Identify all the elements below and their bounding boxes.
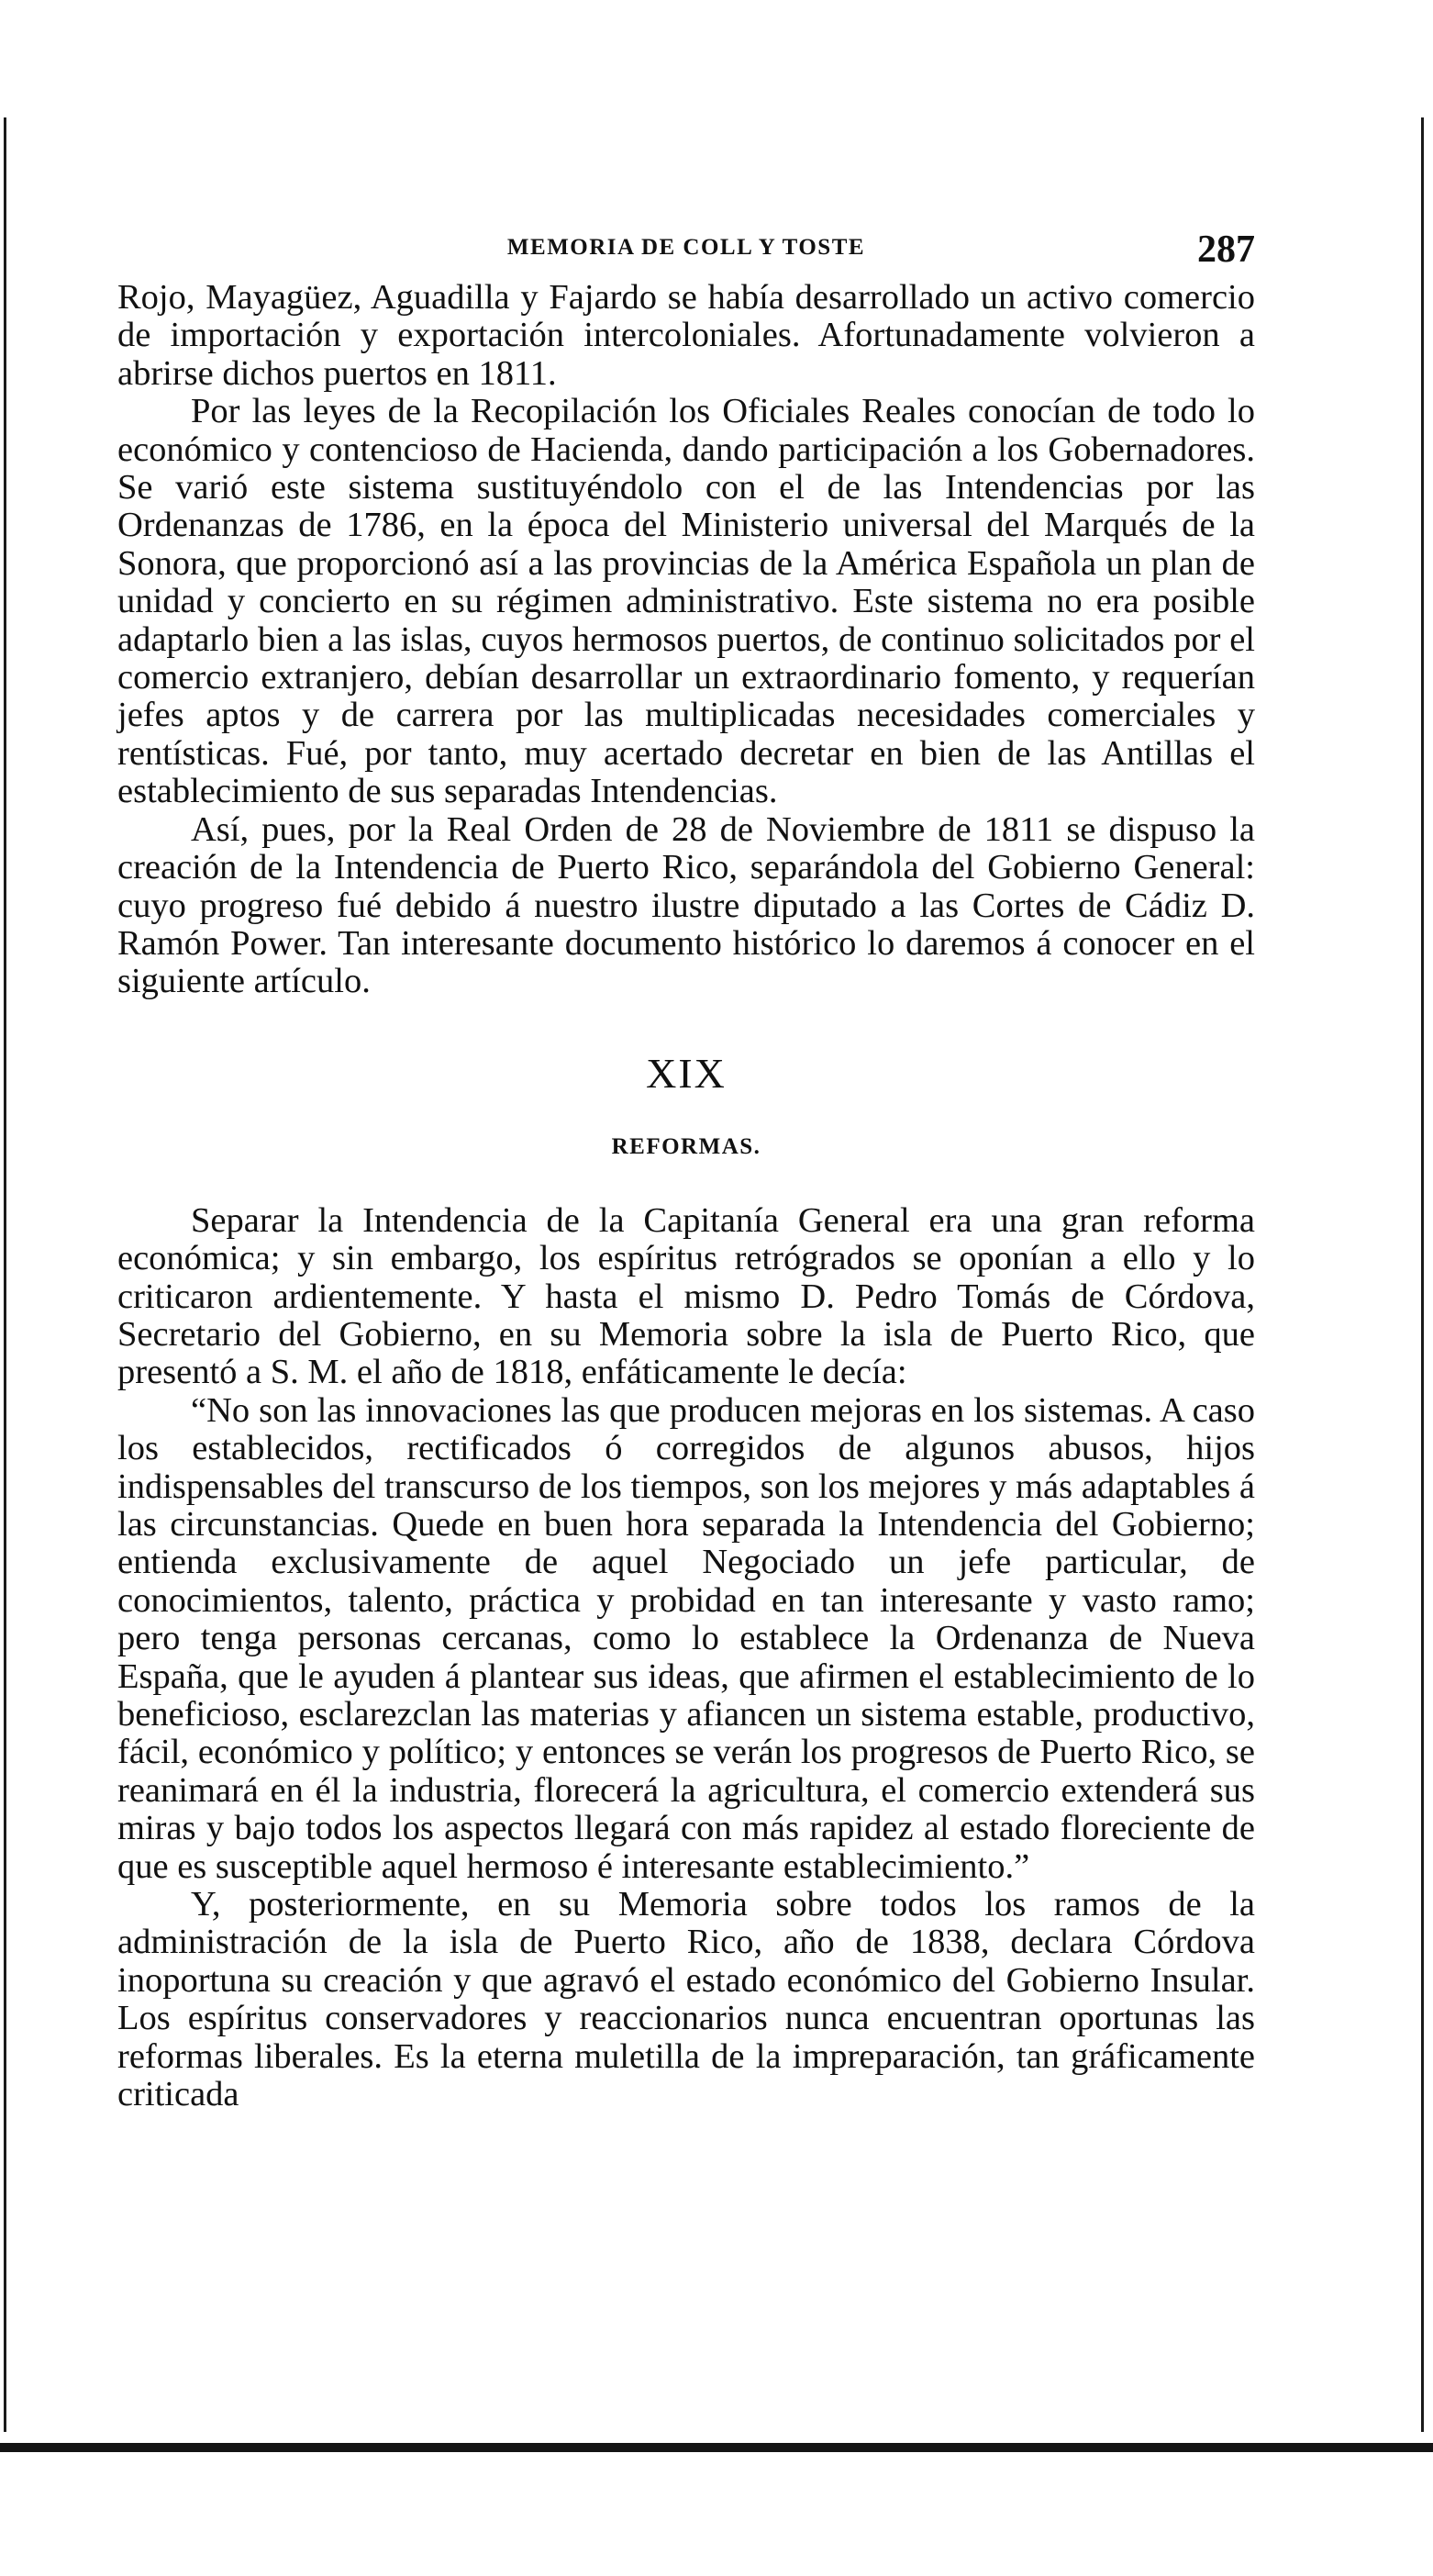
paragraph: Y, posteriormente, en su Memoria sobre todos los ramos de la administración de la isla de Puerto Rico, año de 1838, declara Córdova inoportuna su creación y que agravó el estado económico del Gobierno Insular. Los espíritus conservadores y reaccionarios nunca encuentran oportunas las reformas liberales. Es la eterna muletilla de la impreparación, tan gráficamente criticada	[117, 1885, 1255, 2114]
paragraph: Por las leyes de la Recopilación los Oficiales Reales conocían de todo lo económico y contencioso de Hacienda, dando participación a los Gobernadores. Se varió este sistema sustituyéndolo con el de las Intendencias por las Ordenanzas de 1786, en la época del Ministerio universal del Marqués de la Sonora, que proporcionó así a las provincias de la América Española un plan de unidad y concierto en su régimen administrativo. Este sistema no era posible adaptarlo bien a las islas, cuyos hermosos puertos, de continuo solicitados por el comercio extranjero, debían desarrollar un extraordinario fomento, y requerían jefes aptos y de carrera por las multiplicadas necesidades comerciales y rentísticas. Fué, por tanto, muy acertado decretar en bien de las Antillas el establecimiento de sus separadas Intendencias.	[117, 392, 1255, 811]
page-edge-left	[4, 117, 6, 2432]
paragraph: Así, pues, por la Real Orden de 28 de Noviembre de 1811 se dispuso la creación de la Intendencia de Puerto Rico, separándola del Gobierno General: cuyo progreso fué debido á nuestro ilustre diputado a las Cortes de Cádiz D. Ramón Power. Tan interesante documento histórico lo daremos á conocer en el siguiente artículo.	[117, 809, 1255, 1001]
chapter-number: XIX	[646, 1049, 727, 1097]
running-head	[117, 228, 1255, 270]
paragraph: Separar la Intendencia de la Capitanía General era una gran reforma económica; y sin embargo, los espíritus retrógrados se oponían a ello y lo criticaron ardientemente. Y hasta el mismo D. Pedro Tomás de Córdova, Secretario del Gobierno, en su Memoria sobre la isla de Puerto Rico, que presentó a S. M. el año de 1818, enfáticamente le decía:	[117, 1200, 1255, 1392]
quoted-paragraph: “No son las innovaciones las que producen mejoras en los sistemas. A caso los establecidos, rectificados ó corregidos de algunos abusos, hijos indispensables del transcurso de los tiempos, son los mejores y más adaptables á las circunstancias. Quede en buen hora separada la Intendencia del Gobierno; entienda exclusivamente de aquel Negociado un jefe particular, de conocimientos, talento, práctica y probidad en tan interesante y vasto ramo; pero tenga personas cercanas, como lo establece la Ordenanza de Nueva España, que le ayuden á plantear sus ideas, que afirmen el establecimiento de lo beneficioso, esclarezclan las materias y afiancen un sistema estable, productivo, fácil, económico y político; y entonces se verán los progresos de Puerto Rico, se reanimará en él la industria, florecerá la agricultura, el comercio extenderá sus miras y bajo todos los aspectos llegará con más rapidez al estado floreciente de que es susceptible aquel hermoso é interesante establecimiento.”	[117, 1390, 1255, 1886]
page-number: 287	[1197, 229, 1255, 271]
page-body	[117, 228, 1255, 2113]
running-head-title: MEMORIA DE COLL Y TOSTE	[506, 235, 866, 260]
bottom-rule	[0, 2443, 1433, 2452]
paragraph-continued: Rojo, Mayagüez, Aguadilla y Fajardo se había desarrollado un activo comercio de importación y exportación intercoloniales. Afortunadamente volvieron a abrirse dichos puertos en 1811.	[117, 278, 1255, 393]
chapter-title: REFORMAS.	[611, 1133, 761, 1159]
page-edge-right	[1421, 117, 1424, 2432]
